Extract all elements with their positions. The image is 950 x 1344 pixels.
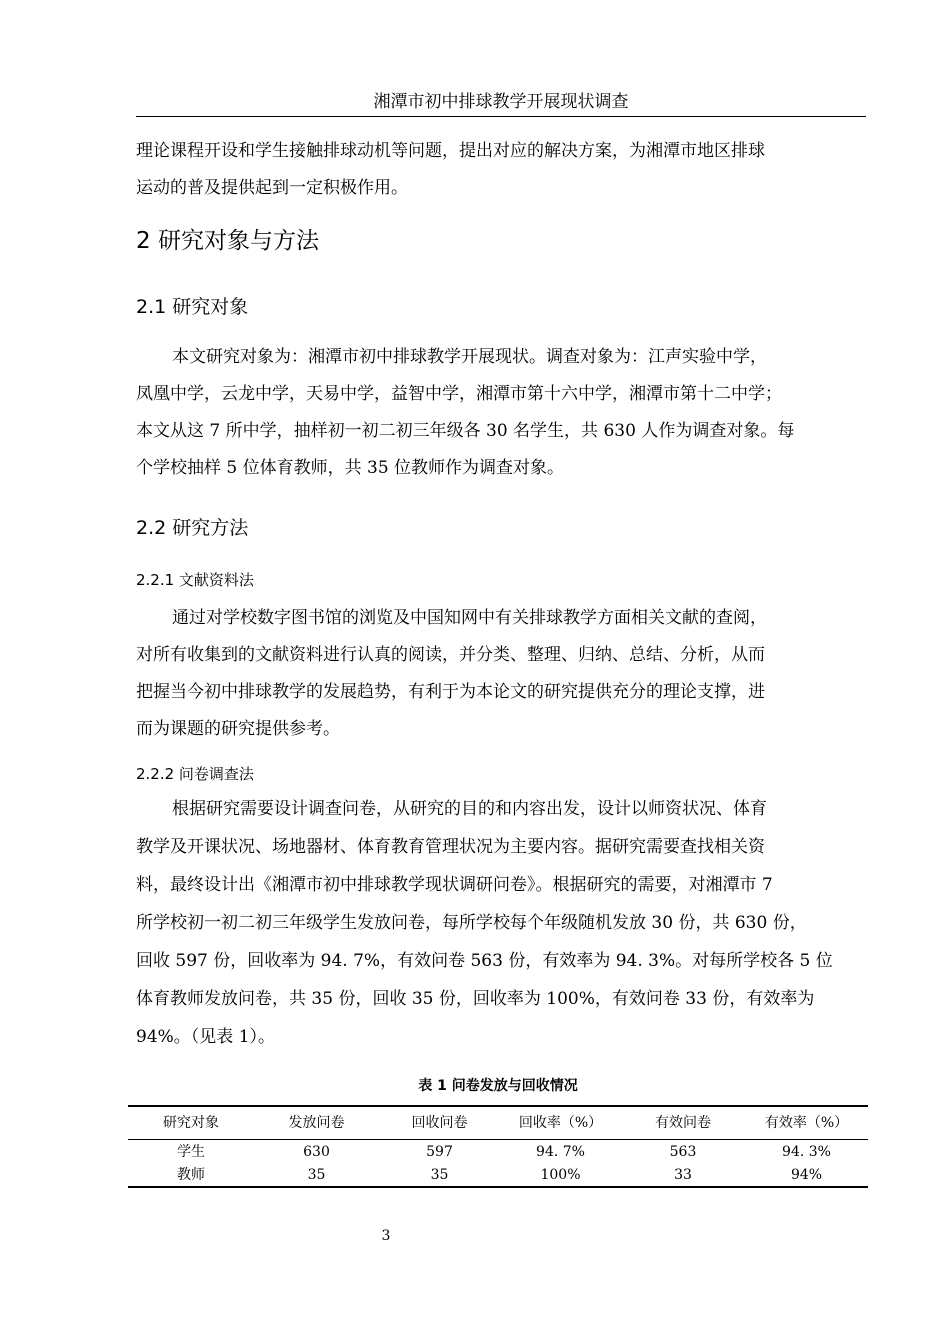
table-row (128, 1140, 868, 1164)
section-2-1-heading: 2.1 研究对象 (136, 296, 249, 318)
section-2-1-line-2: 凤凰中学，云龙中学，天易中学，益智中学，湘潭市第十六中学，湘潭市第十二中学； (136, 384, 782, 404)
section-2-2-2-line-2: 教学及开课状况、场地器材、体育教育管理状况为主要内容。据研究需要查找相关资 (136, 837, 765, 857)
column-header: 回收问卷 (411, 1115, 468, 1131)
column-header: 有效率（%） (764, 1115, 849, 1131)
table-cell: 35 (307, 1166, 326, 1183)
section-2-2-1-line-2: 对所有收集到的文献资料进行认真的阅读，并分类、整理、归纳、总结、分析，从而 (136, 645, 765, 665)
section-2-2-heading: 2.2 研究方法 (136, 517, 249, 539)
section-2-2-2-line-6: 体育教师发放问卷，共 35 份，回收 35 份，回收率为 100%，有效问卷 33 份，有效率为 (136, 989, 815, 1009)
table-cell: 学生 (177, 1143, 205, 1160)
table-cell: 94. 3% (782, 1143, 831, 1160)
table-cell: 100% (540, 1166, 581, 1183)
section-2-heading: 2 研究对象与方法 (136, 228, 319, 254)
column-header: 研究对象 (163, 1115, 219, 1131)
table-row (128, 1163, 868, 1187)
section-2-2-2-line-3: 料，最终设计出《湘潭市初中排球教学现状调研问卷》。根据研究的需要，对湘潭市 7 (136, 875, 773, 895)
table-cell: 630 (303, 1143, 330, 1160)
section-2-1-line-4: 个学校抽样 5 位体育教师，共 35 位教师作为调查对象。 (136, 458, 565, 478)
section-2-1-line-3: 本文从这 7 所中学，抽样初一初二初三年级各 30 名学生，共 630 人作为调查对象。每 (136, 421, 795, 441)
table-cell: 33 (674, 1166, 692, 1183)
intro-line-2: 运动的普及提供起到一定积极作用。 (136, 178, 408, 198)
table-caption: 表 1 问卷发放与回收情况 (418, 1078, 578, 1094)
table-cell: 597 (426, 1143, 453, 1160)
page-number: 3 (381, 1228, 391, 1244)
section-2-2-2-line-5: 回收 597 份，回收率为 94. 7%，有效问卷 563 份，有效率为 94. 3%。对每所学校各 5 位 (136, 951, 833, 971)
column-header: 回收率（%） (518, 1115, 603, 1131)
table-cell: 94% (790, 1166, 823, 1183)
running-header: 湘潭市初中排球教学开展现状调查 (373, 92, 629, 112)
section-2-2-1-line-3: 把握当今初中排球教学的发展趋势，有利于为本论文的研究提供充分的理论支撑，进 (136, 682, 765, 702)
table-cell: 563 (669, 1143, 697, 1160)
section-2-1-line-1: 本文研究对象为：湘潭市初中排球教学开展现状。调查对象为：江声实验中学， (172, 347, 767, 367)
column-header: 发放问卷 (288, 1115, 345, 1131)
section-2-2-1-line-4: 而为课题的研究提供参考。 (136, 719, 340, 739)
section-2-2-2-line-4: 所学校初一初二初三年级学生发放问卷，每所学校每个年级随机发放 30 份，共 630 份， (136, 913, 807, 933)
section-2-2-2-heading: 2.2.2 问卷调查法 (136, 765, 254, 783)
section-2-2-2-line-7: 94%。（见表 1）。 (136, 1027, 276, 1047)
header-rule (136, 116, 866, 117)
table-cell: 教师 (177, 1166, 205, 1183)
section-2-2-2-line-1: 根据研究需要设计调查问卷，从研究的目的和内容出发，设计以师资状况、体育 (172, 799, 767, 819)
section-2-2-1-heading: 2.2.1 文献资料法 (136, 571, 254, 589)
intro-line-1: 理论课程开设和学生接触排球动机等问题，提出对应的解决方案，为湘潭市地区排球 (136, 141, 765, 161)
table-cell: 35 (430, 1166, 449, 1183)
survey-table (128, 1105, 868, 1188)
section-2-2-1-line-1: 通过对学校数字图书馆的浏览及中国知网中有关排球教学方面相关文献的查阅， (172, 608, 767, 628)
table-header-row (128, 1106, 868, 1140)
table-cell: 94. 7% (536, 1143, 585, 1160)
column-header: 有效问卷 (655, 1115, 711, 1131)
